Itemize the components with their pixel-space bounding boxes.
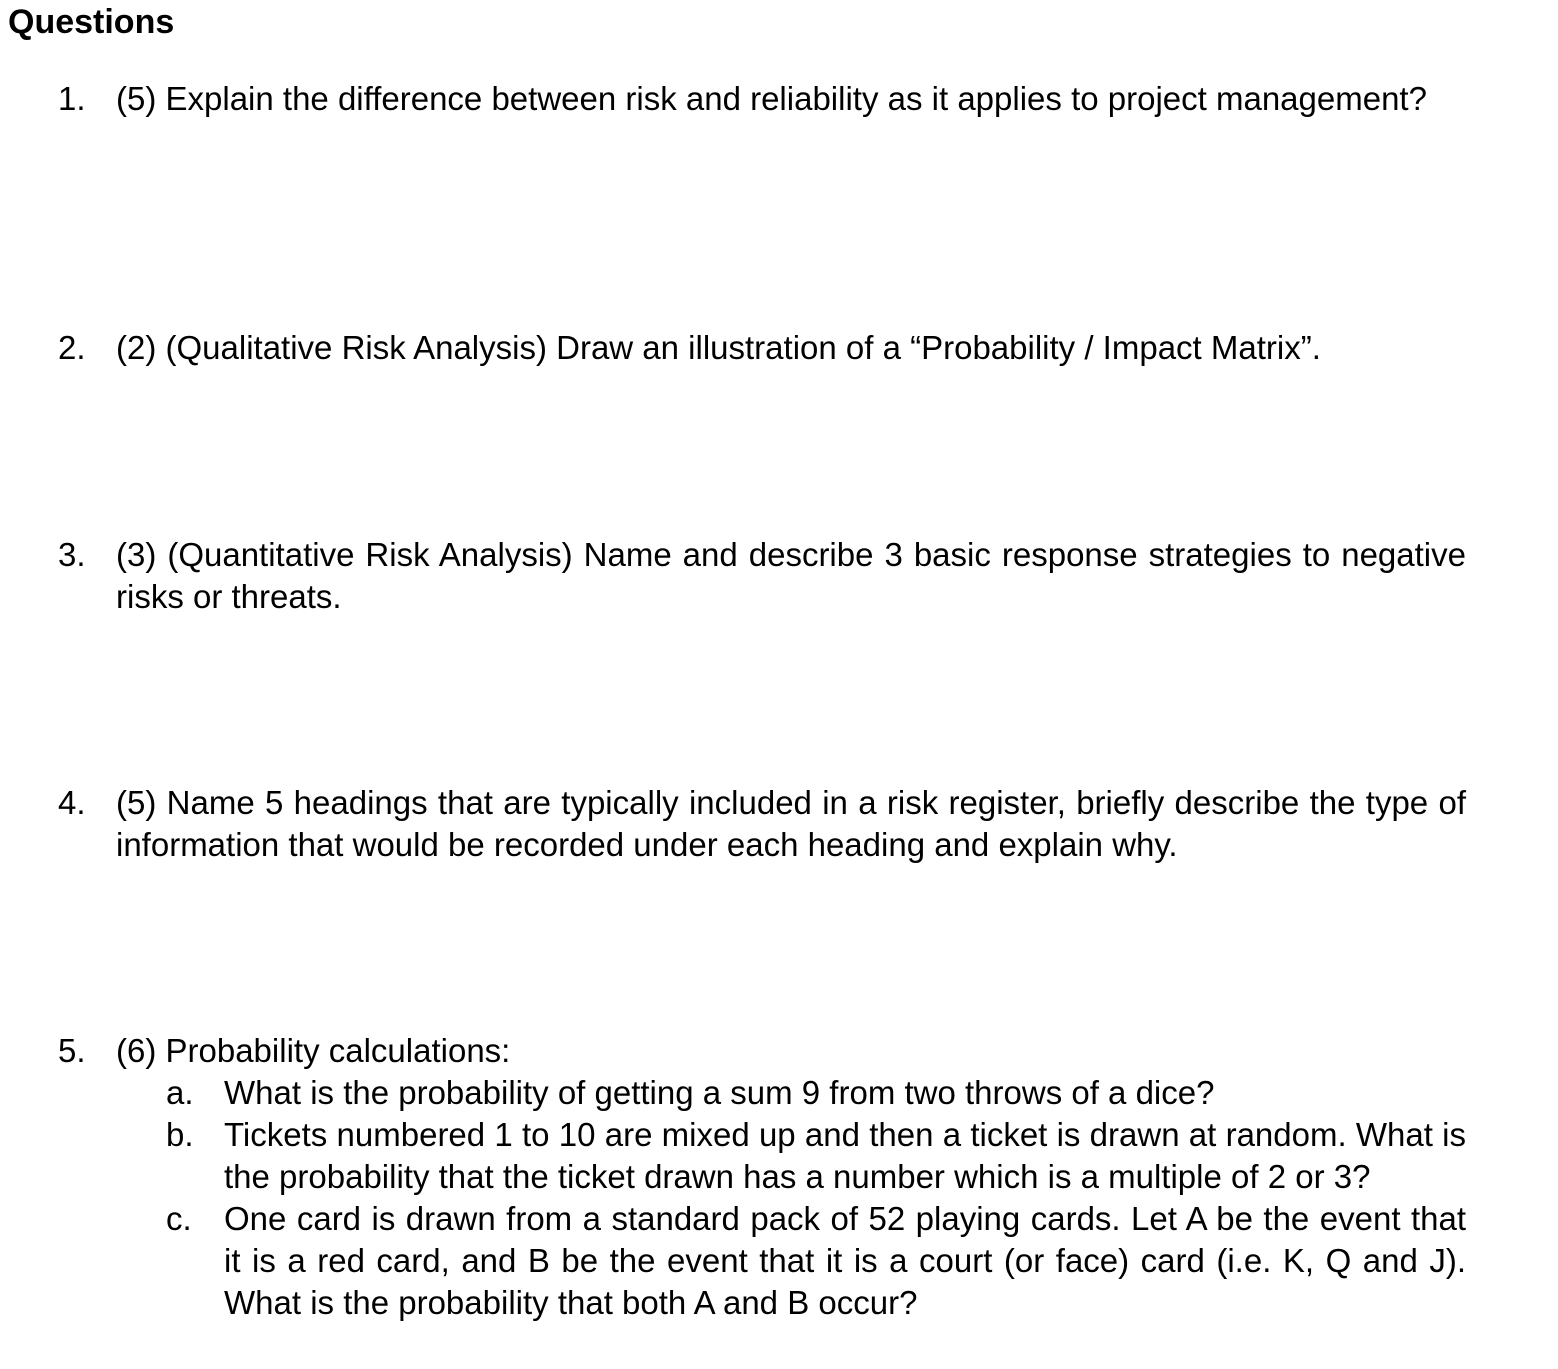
question-number: 5. [58,1032,86,1069]
subquestion-b [116,1114,1466,1198]
subquestion-text: One card is drawn from a standard pack of 52 playing cards. Let A be the event that it is a red card, and B be the event that it is a court (or face) card (i.e. K, Q and J). What is the probability that both A and B occur? [224,1200,1466,1321]
subquestion-letter: b. [166,1116,194,1153]
question-number: 3. [58,536,86,573]
subquestion-text: Tickets numbered 1 to 10 are mixed up and then a ticket is drawn at random. What is the probability that the ticket drawn has a number which is a multiple of 2 or 3? [224,1116,1466,1195]
question-3 [58,534,1466,618]
question-text: (5) Explain the difference between risk and reliability as it applies to project management? [116,80,1427,117]
question-number: 2. [58,329,86,366]
subquestion-c [116,1198,1466,1324]
subquestion-letter: a. [166,1074,194,1111]
subquestion-list [116,1072,1466,1324]
question-number: 1. [58,80,86,117]
question-number: 4. [58,784,86,821]
question-4 [58,782,1466,866]
subquestion-a [116,1072,1466,1114]
question-text: (3) (Quantitative Risk Analysis) Name and describe 3 basic response strategies to negative risks or threats. [116,536,1466,615]
question-text: (6) Probability calculations: [116,1032,511,1069]
question-text: (5) Name 5 headings that are typically included in a risk register, briefly describe the type of information that would be recorded under each heading and explain why. [116,784,1466,863]
question-2 [58,327,1466,369]
question-5 [58,1030,1466,1324]
subquestion-text: What is the probability of getting a sum 9 from two throws of a dice? [224,1074,1215,1111]
question-1 [58,78,1466,120]
page-title: Questions [8,3,175,41]
subquestion-letter: c. [166,1200,192,1237]
question-text: (2) (Qualitative Risk Analysis) Draw an illustration of a “Probability / Impact Matrix”. [116,329,1321,366]
